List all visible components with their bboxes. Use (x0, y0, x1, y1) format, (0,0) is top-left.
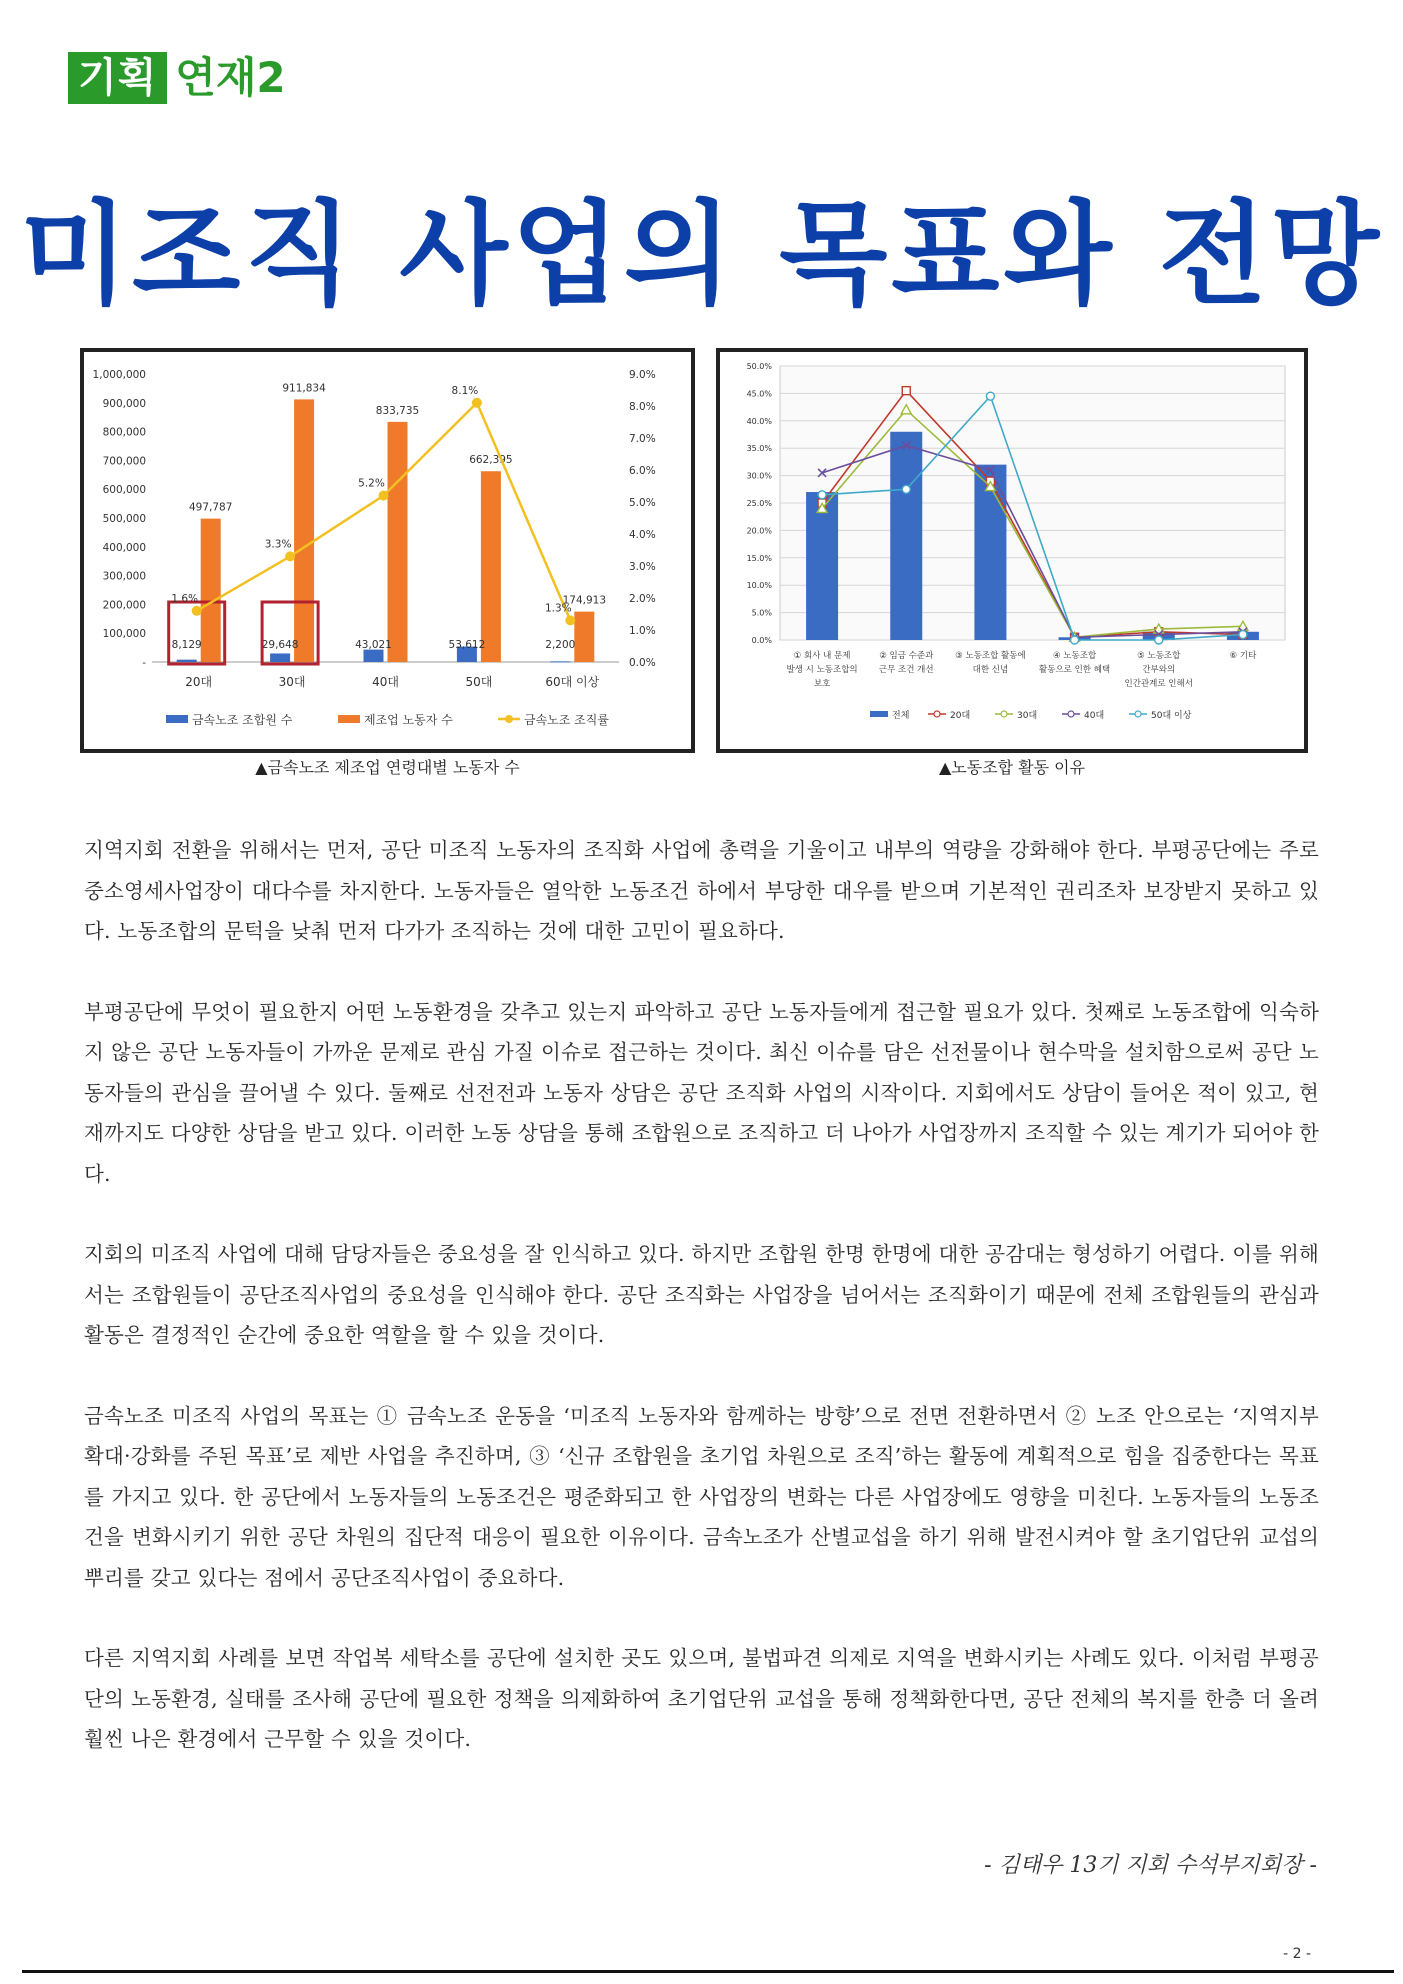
legend-label: 금속노조 조직률 (524, 713, 609, 727)
y2-tick-label: 2.0% (629, 593, 656, 605)
legend-marker (505, 715, 513, 723)
bar-union-members (550, 661, 570, 662)
line-marker (1071, 636, 1079, 644)
data-label-members: 8,129 (171, 639, 202, 651)
y-tick-label: 45.0% (746, 389, 772, 399)
chart-age-workers-svg (84, 352, 691, 749)
x-tick-label: ⑥ 기타 (1229, 651, 1257, 661)
x-tick-label: ② 임금 수준과 (879, 651, 934, 661)
legend-label: 제조업 노동자 수 (364, 713, 453, 727)
paragraph: 금속노조 미조직 사업의 목표는 ① 금속노조 운동을 ‘미조직 노동자와 함께하는 방향’으로 전면 전환하면서 ② 노조 안으로는 ‘지역지부 확대·강화를 주된 목표’로 제반 사업을 추진하며, ③ ‘신규 조합원을 초기업 차원으로 조직’하는 활동에 계획적으로 힘을 집중한다는 목표를 가지고 있다. 한 공단에서 노동자들의 노동조건은 평준화되고 한 사업장의 변화는 다른 사업장에도 영향을 미친다. 노동자들의 노동조건을 변화시키기 위한 공단 차원의 집단적 대응이 필요한 이유이다. 금속노조가 산별교섭을 하기 위해 발전시켜야 할 초기업단위 교섭의 뿌리를 갖고 있다는 점에서 공단조직사업이 중요하다. (84, 1403, 1319, 1590)
y-tick-label: 20.0% (746, 526, 772, 536)
data-label-members: 29,648 (261, 639, 299, 651)
author-signature: - 김태우 13기 지회 수석부지회장 - (984, 1853, 1317, 1878)
chart-age-workers (80, 348, 695, 753)
legend-label: 50대 이상 (1151, 711, 1192, 721)
x-tick-label: 대한 신념 (972, 665, 1009, 675)
y-tick-label: 5.0% (751, 608, 772, 618)
page-title: 미조직 사업의 목표와 전망 (19, 190, 1384, 320)
data-label-workers: 833,735 (375, 404, 420, 417)
y-tick-label: 30.0% (746, 471, 772, 481)
y2-tick-label: 1.0% (629, 625, 656, 637)
bar-manufacturing-workers (481, 471, 501, 662)
bar-union-members (270, 653, 290, 662)
y-tick-label: 500,000 (102, 513, 146, 525)
x-tick-label: ① 회사 내 문제 (793, 651, 851, 661)
data-label-rate: 8.1% (451, 384, 479, 397)
data-label-workers: 174,913 (562, 594, 607, 607)
legend-swatch (870, 711, 888, 717)
data-label-rate: 3.3% (264, 538, 292, 551)
y-tick-label: 800,000 (102, 426, 146, 439)
x-tick-label: 근무 조건 개선 (878, 665, 934, 675)
line-marker (902, 387, 910, 395)
x-tick-label: ④ 노동조합 (1052, 651, 1097, 661)
y-tick-label: 700,000 (102, 455, 146, 468)
chart-union-reasons (716, 348, 1308, 753)
point-organization-rate (472, 398, 482, 408)
data-label-members: 53,612 (448, 639, 486, 651)
y-tick-label: 25.0% (746, 499, 772, 508)
line-marker (902, 485, 910, 493)
legend-label: 전체 (892, 711, 910, 721)
x-tick-label: ③ 노동조합 활동에 (955, 651, 1026, 661)
y2-tick-label: 8.0% (629, 401, 656, 413)
x-tick-label: 30대 (278, 675, 306, 689)
point-organization-rate (565, 615, 575, 625)
paragraph: 부평공단에 무엇이 필요한지 어떤 노동환경을 갖추고 있는지 파악하고 공단 노동자들에게 접근할 필요가 있다. 첫째로 노동조합에 익숙하지 않은 공단 노동자들이 가까운 문제로 관심 가질 이슈로 접근하는 것이다. 최신 이슈를 담은 선전물이나 현수막을 설치함으로써 공단 노동자들의 관심을 끌어낼 수 있다. 둘째로 선전전과 노동자 상담은 공단 조직화 사업의 시작이다. 지회에서도 상담이 들어온 적이 있고, 현재까지도 다양한 상담을 받고 있다. 이러한 노동 상담을 통해 조합원으로 조직하고 더 나아가 사업장까지 조직할 수 있는 계기가 되어야 한다. (84, 999, 1319, 1186)
paragraph: 다른 지역지회 사례를 보면 작업복 세탁소를 공단에 설치한 곳도 있으며, 불법파견 의제로 지역을 변화시키는 사례도 있다. 이처럼 부평공단의 노동환경, 실태를 조사해 공단에 필요한 정책을 의제화하여 초기업단위 교섭을 통해 정책화한다면, 공단 전체의 복지를 한층 더 올려 훨씬 나은 환경에서 근무할 수 있을 것이다. (84, 1646, 1319, 1751)
y-tick-label: 600,000 (102, 484, 146, 497)
legend-label: 20대 (950, 711, 971, 721)
y-tick-label: 100,000 (102, 628, 146, 641)
data-label-members: 43,021 (355, 639, 392, 651)
bar-total (890, 432, 922, 640)
y-tick-label: 15.0% (746, 553, 772, 563)
y-tick-label: 1,000,000 (92, 369, 146, 381)
x-tick-label: 발생 시 노동조합의 (786, 665, 858, 675)
y2-tick-label: 0.0% (629, 657, 656, 669)
footer-rule (22, 1970, 1394, 1973)
y2-tick-label: 9.0% (629, 369, 656, 381)
legend-marker (1068, 711, 1074, 717)
point-organization-rate (192, 606, 202, 616)
y-tick-label: 0.0% (751, 636, 772, 645)
y2-tick-label: 6.0% (629, 465, 656, 477)
data-label-members: 2,200 (545, 639, 576, 651)
y2-tick-label: 3.0% (629, 561, 656, 573)
legend-swatch (338, 715, 360, 723)
article-body (84, 830, 1319, 1800)
legend-label: 금속노조 조합원 수 (192, 713, 293, 727)
bar-union-members (177, 660, 197, 662)
chart-union-reasons-svg (720, 352, 1304, 749)
y-tick-label: 50.0% (746, 362, 772, 371)
series-label: 연재2 (175, 53, 286, 102)
bar-total (806, 492, 838, 640)
data-label-rate: 1.6% (171, 592, 199, 605)
series-header (68, 52, 286, 104)
legend-label: 40대 (1084, 711, 1105, 721)
x-tick-label: 보호 (813, 679, 831, 689)
y2-tick-label: 4.0% (629, 529, 656, 541)
line-marker (1155, 636, 1163, 644)
bar-manufacturing-workers (388, 422, 408, 662)
page-number: - 2 - (1283, 1946, 1311, 1962)
x-tick-label: 간부와의 (1142, 665, 1176, 675)
y-tick-label: 200,000 (102, 599, 146, 612)
y-tick-label: 400,000 (102, 541, 146, 554)
point-organization-rate (285, 551, 295, 561)
data-label-workers: 662,395 (469, 454, 513, 467)
line-organization-rate (197, 403, 571, 621)
data-label-workers: 911,834 (282, 382, 326, 395)
y2-tick-label: 5.0% (629, 497, 656, 509)
y-tick-label: 35.0% (746, 444, 772, 454)
paragraph: 지회의 미조직 사업에 대해 담당자들은 중요성을 잘 인식하고 있다. 하지만 조합원 한명 한명에 대한 공감대는 형성하기 어렵다. 이를 위해서는 조합원들이 공단조직사업의 중요성을 인식해야 한다. 공단 조직화는 사업장을 넘어서는 조직화이기 때문에 전체 조합원들의 관심과 활동은 결정적인 순간에 중요한 역할을 할 수 있을 것이다. (84, 1242, 1319, 1347)
y-tick-label: - (142, 657, 146, 669)
y-tick-label: 300,000 (102, 570, 146, 583)
x-tick-label: ⑤ 노동조합 (1137, 651, 1181, 661)
paragraph: 지역지회 전환을 위해서는 먼저, 공단 미조직 노동자의 조직화 사업에 총력을 기울이고 내부의 역량을 강화해야 한다. 부평공단에는 주로 중소영세사업장이 대다수를 차지한다. 노동자들은 열악한 노동조건 하에서 부당한 대우를 받으며 기본적인 권리조차 보장받지 못하고 있다. 노동조합의 문턱을 낮춰 먼저 다가가 조직하는 것에 대한 고민이 필요하다. (84, 838, 1319, 943)
legend-label: 30대 (1017, 711, 1038, 721)
chart-age-workers-caption: ▲금속노조 제조업 연령대별 노동자 수 (255, 758, 520, 777)
legend-swatch (166, 715, 188, 723)
y-tick-label: 40.0% (746, 416, 772, 426)
x-tick-label: 20대 (185, 675, 213, 689)
legend-marker (1135, 711, 1141, 717)
bar-manufacturing-workers (201, 519, 221, 662)
data-label-rate: 5.2% (358, 477, 385, 490)
x-tick-label: 활동으로 인한 혜택 (1039, 665, 1111, 675)
point-organization-rate (379, 491, 389, 501)
bar-union-members (364, 650, 384, 662)
x-tick-label: 60대 이상 (545, 675, 600, 689)
bar-manufacturing-workers (574, 612, 594, 662)
x-tick-label: 50대 (465, 675, 493, 689)
y-tick-label: 900,000 (102, 397, 146, 410)
bar-manufacturing-workers (294, 399, 314, 662)
line-marker (1239, 631, 1247, 639)
line-marker (986, 392, 994, 400)
y-tick-label: 10.0% (746, 581, 772, 591)
line-marker (818, 491, 826, 499)
data-label-rate: 1.3% (544, 602, 572, 615)
x-tick-label: 인간관계로 인해서 (1124, 679, 1193, 689)
x-tick-label: 40대 (372, 675, 399, 689)
legend-marker (1001, 711, 1007, 717)
y2-tick-label: 7.0% (629, 433, 656, 445)
legend-marker (934, 711, 940, 717)
feature-tag: 기획 (68, 52, 167, 104)
chart-union-reasons-caption: ▲노동조합 활동 이유 (938, 758, 1086, 777)
data-label-workers: 497,787 (188, 501, 233, 514)
